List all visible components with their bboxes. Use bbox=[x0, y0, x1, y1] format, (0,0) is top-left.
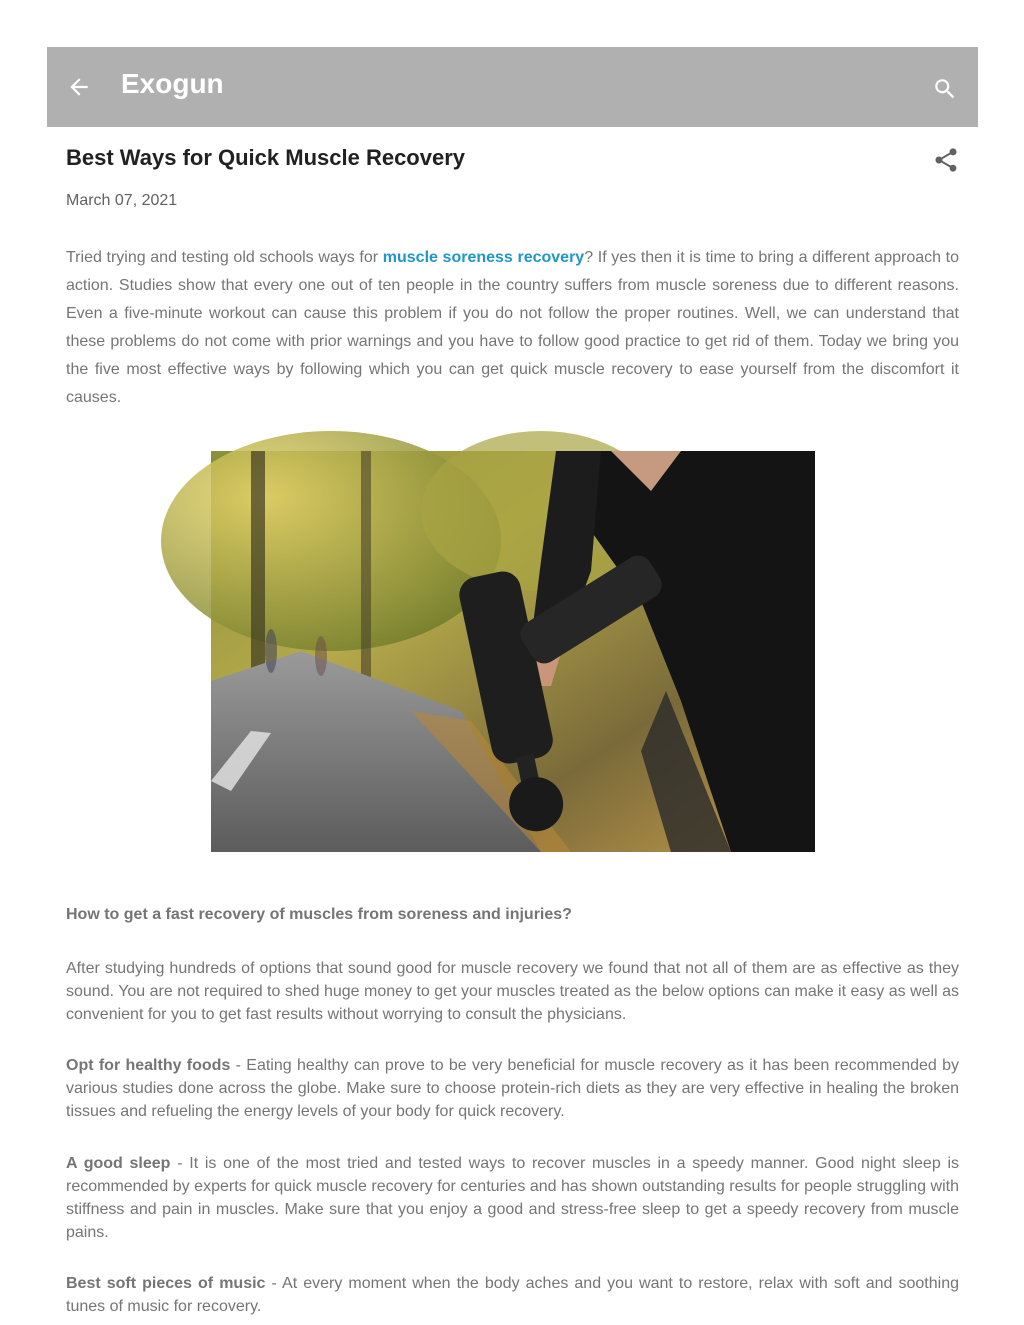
tip-text: - It is one of the most tried and tested ways to recover muscles in a speedy manner. Good night sleep is recommended by experts for quick muscle recovery for centuries and has shown outstanding results for people struggling with stiffness and pain in muscles. Make sure that you enjoy a good and stress-free sleep to get a speedy recovery from muscle pains. bbox=[66, 1155, 960, 1241]
section-intro-paragraph: After studying hundreds of options that sound good for muscle recovery we found that not all of them are as effective as they sound. You are not required to shed huge money to get your muscles treated as the below options can make it easy as well as convenient for you to get fast results without worrying to consult the physicians. bbox=[66, 960, 959, 1023]
post-date: March 07, 2021 bbox=[66, 192, 178, 209]
muscle-soreness-link[interactable]: muscle soreness recovery bbox=[382, 249, 585, 266]
tip-text: - At every moment when the body aches and you want to restore, relax with soft and soothing tunes of music for recovery. bbox=[66, 1275, 959, 1315]
tip-paragraph-good-sleep bbox=[66, 1152, 959, 1244]
app-title[interactable]: Exogun bbox=[121, 68, 224, 99]
intro-text-rest: ? If yes then it is time to bring a different approach to action. Studies show that every one out of ten people in the country suffers from muscle soreness due to different reasons. Even a five-minute workout can cause this problem if you do not follow the proper routines. Well, we can understand that these problems do not come with prior warnings and you have to follow good practice to get rid of them. Today we bring you the five most effective ways by following which you can get quick muscle recovery to ease yourself from the discomfort it causes. bbox=[66, 249, 960, 406]
intro-paragraph bbox=[66, 244, 959, 412]
share-button[interactable] bbox=[932, 146, 960, 174]
hero-image bbox=[211, 451, 815, 852]
tip-paragraph-cutoff bbox=[66, 1272, 959, 1315]
intro-text: Tried trying and testing old schools ways for bbox=[66, 249, 383, 266]
tip-lead: Opt for healthy foods bbox=[66, 1057, 231, 1074]
search-icon bbox=[932, 76, 958, 102]
massage-gun-photo bbox=[211, 451, 815, 852]
share-icon bbox=[932, 146, 960, 174]
arrow-left-icon bbox=[66, 74, 92, 100]
tip-lead: A good sleep bbox=[66, 1155, 171, 1172]
tip-paragraph-healthy-foods bbox=[66, 1054, 959, 1123]
tip-lead: Best soft pieces of music bbox=[66, 1275, 266, 1292]
search-button[interactable] bbox=[932, 76, 958, 102]
post-title: Best Ways for Quick Muscle Recovery bbox=[66, 145, 466, 170]
tip-text: - Eating healthy can prove to be very beneficial for muscle recovery as it has been recommended by various studies done across the globe. Make sure to choose protein-rich diets as they are very effective in healing the broken tissues and refueling the energy levels of your body for quick recovery. bbox=[66, 1057, 959, 1120]
back-button[interactable] bbox=[66, 74, 92, 100]
section-heading: How to get a fast recovery of muscles from soreness and injuries? bbox=[66, 906, 572, 923]
